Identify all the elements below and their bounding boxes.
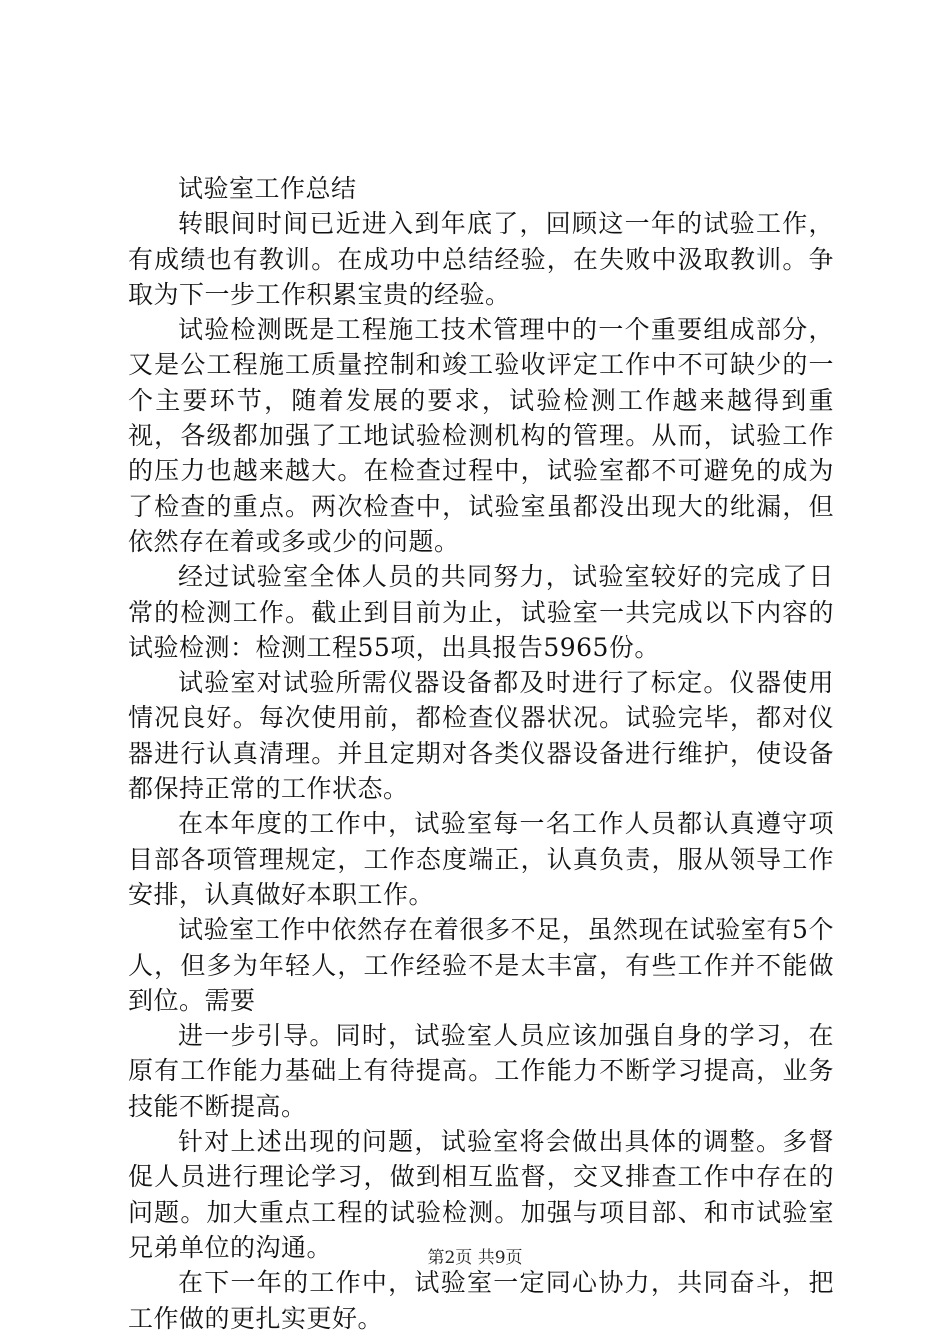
document-title: 试验室工作总结 bbox=[178, 174, 357, 203]
page-number-footer: 第2页 共9页 bbox=[427, 1248, 523, 1268]
paragraph-2: 试验检测既是工程施工技术管理中的一个重要组成部分，又是公工程施工质量控制和竣工验收评定工作中不可缺少的一个主要环节，随着发展的要求，试验检测工作越来越得到重视，各级都加强了工地试验检测机构的管理。从而，试验工作的压力也越来越大。在检查过程中，试验室都不可避免的成为了检查的重点。两次检查中，试验室虽都没出现大的纰漏，但依然存在着或多或少的问题。 bbox=[128, 315, 834, 556]
paragraph-9: 在下一年的工作中，试验室一定同心协力，共同奋斗，把工作做的更扎实更好。 bbox=[128, 1268, 834, 1333]
document-body bbox=[128, 171, 834, 1336]
paragraph-4: 试验室对试验所需仪器设备都及时进行了标定。仪器使用情况良好。每次使用前，都检查仪器状况。试验完毕，都对仪器进行认真清理。并且定期对各类仪器设备进行维护，使设备都保持正常的工作状态。 bbox=[128, 668, 834, 804]
paragraph-3: 经过试验室全体人员的共同努力，试验室较好的完成了日常的检测工作。截止到目前为止，试验室一共完成以下内容的试验检测：检测工程55项，出具报告5965份。 bbox=[128, 562, 834, 662]
paragraph-6: 试验室工作中依然存在着很多不足，虽然现在试验室有5个人，但多为年轻人，工作经验不是太丰富，有些工作并不能做到位。需要 bbox=[128, 915, 834, 1015]
paragraph-8: 针对上述出现的问题，试验室将会做出具体的调整。多督促人员进行理论学习，做到相互监督，交叉排查工作中存在的问题。加大重点工程的试验检测。加强与项目部、和市试验室兄弟单位的沟通。 bbox=[128, 1127, 834, 1262]
paragraph-7: 进一步引导。同时，试验室人员应该加强自身的学习，在原有工作能力基础上有待提高。工作能力不断学习提高，业务技能不断提高。 bbox=[128, 1021, 834, 1121]
paragraph-5: 在本年度的工作中，试验室每一名工作人员都认真遵守项目部各项管理规定，工作态度端正，认真负责，服从领导工作安排，认真做好本职工作。 bbox=[128, 809, 834, 909]
paragraph-1: 转眼间时间已近进入到年底了，回顾这一年的试验工作，有成绩也有教训。在成功中总结经验，在失败中汲取教训。争取为下一步工作积累宝贵的经验。 bbox=[128, 209, 834, 309]
